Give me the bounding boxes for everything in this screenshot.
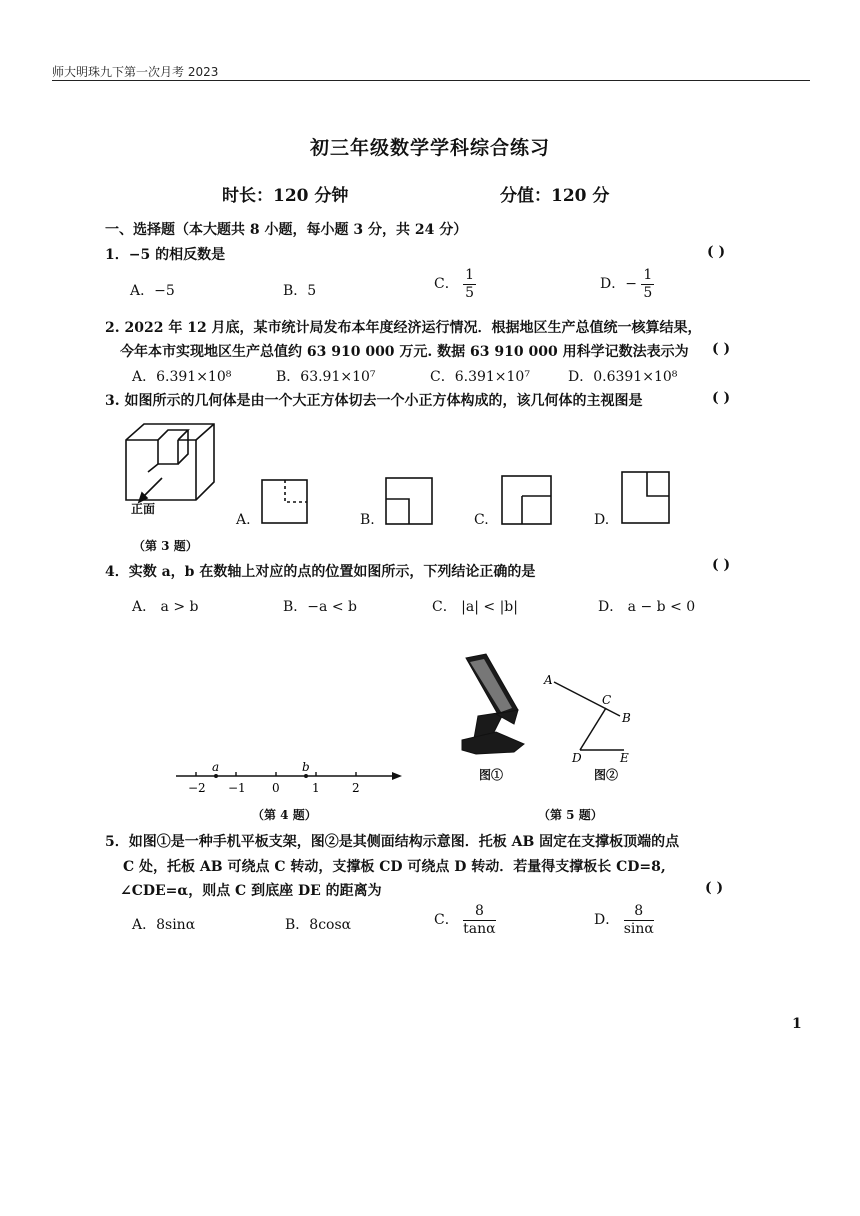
q1-stem: 1．−5 的相反数是 [105, 247, 226, 263]
q5-fig1-label: 图① [479, 768, 504, 782]
q5-point-C: C [602, 693, 612, 707]
q2-option-c: C．6.391×10⁷ [430, 369, 530, 385]
q3-option-b-figure [384, 476, 434, 526]
q5-d-denominator: sinα [623, 920, 654, 937]
page-header: 师大明珠九下第一次月考 2023 [52, 65, 219, 79]
q1-option-c [434, 268, 476, 300]
q1-answer-paren: ( ) [707, 244, 726, 260]
q5-stem-line3: ∠CDE=α，则点 C 到底座 DE 的距离为 [120, 883, 382, 899]
q5-c-denominator: tanα [463, 920, 496, 937]
q1-option-a: A．−5 [130, 283, 175, 299]
q5-point-D: D [572, 751, 582, 765]
q3-option-a-figure [260, 478, 310, 526]
q4-option-b: B．−a < b [283, 599, 357, 615]
q3-answer-paren: ( ) [712, 390, 731, 406]
q1-option-c-label: C． [434, 276, 459, 293]
q4-number-line [170, 758, 410, 800]
q3-option-a: A. [236, 512, 251, 528]
q2-option-d: D．0.6391×10⁸ [568, 369, 678, 385]
q5-option-d-label: D． [594, 912, 620, 929]
score-label: 分值：120 分 [500, 186, 610, 206]
page-number: 1 [792, 1016, 802, 1032]
q5-point-B: B [622, 711, 631, 725]
q4-point-b [304, 774, 308, 778]
q5-stem-line2: C 处，托板 AB 可绕点 C 转动，支撑板 CD 可绕点 D 转动．若量得支撑板长 CD=8, [123, 859, 666, 875]
q1-d-numerator: 1 [643, 267, 653, 283]
page-title: 初三年级数学学科综合练习 [309, 137, 550, 159]
q3-option-b: B. [360, 512, 375, 528]
q3-front-label: 正面 [131, 502, 156, 516]
q2-stem-line2: 今年本市实现地区生产总值约 63 910 000 万元. 数据 63 910 000 用科学记数法表示为 [120, 344, 689, 360]
q4-tick-neg1: −1 [228, 781, 246, 795]
q5-option-b: B．8cosα [285, 917, 352, 933]
q3-caption: （第 3 题） [133, 539, 198, 553]
q4-point-a [214, 774, 218, 778]
q1-c-denominator: 5 [465, 284, 475, 301]
q2-option-b: B．63.91×10⁷ [276, 369, 376, 385]
q1-c-numerator: 1 [465, 267, 475, 283]
q5-option-c-label: C． [434, 912, 459, 929]
q4-option-c: C． |a| < |b| [432, 599, 518, 615]
section-heading: 一、选择题（本大题共 8 小题，每小题 3 分，共 24 分） [105, 222, 468, 238]
q5-option-a: A．8sinα [132, 917, 196, 933]
q1-option-d-label: D．− [600, 276, 637, 293]
q1-d-denominator: 5 [643, 284, 653, 301]
q2-answer-paren: ( ) [712, 341, 731, 357]
q5-point-E: E [620, 751, 629, 765]
q5-phone-stand-figure [456, 652, 536, 764]
header-divider [52, 80, 810, 81]
duration-label: 时长：120 分钟 [222, 186, 349, 206]
q4-tick-1: 1 [312, 781, 320, 795]
q5-option-c [434, 904, 496, 936]
q5-answer-paren: ( ) [705, 880, 724, 896]
q1-option-b: B．5 [283, 283, 317, 299]
q4-caption: （第 4 题） [252, 808, 317, 822]
q3-option-c: C. [474, 512, 489, 528]
q4-label-a: a [212, 760, 220, 774]
q5-caption: （第 5 题） [538, 808, 603, 822]
q5-stem-line1: 5．如图①是一种手机平板支架，图②是其侧面结构示意图．托板 AB 固定在支撑板顶端的点 [105, 834, 680, 850]
q2-option-a: A．6.391×10⁸ [132, 369, 232, 385]
q4-tick-2: 2 [352, 781, 360, 795]
q4-tick-0: 0 [272, 781, 280, 795]
q4-option-d: D． a − b < 0 [598, 599, 696, 615]
q5-d-numerator: 8 [624, 904, 654, 921]
q5-fig2-label: 图② [594, 768, 619, 782]
q2-stem-line1: 2. 2022 年 12 月底，某市统计局发布本年度经济运行情况．根据地区生产总值统一核算结果， [105, 320, 702, 336]
q4-option-a: A． a > b [132, 599, 199, 615]
q3-option-c-figure [500, 474, 554, 526]
q5-structure-figure [540, 668, 640, 766]
q4-tick-neg2: −2 [188, 781, 206, 795]
q4-answer-paren: ( ) [712, 557, 731, 573]
q3-option-d-figure [620, 470, 672, 526]
q3-stem: 3. 如图所示的几何体是由一个大正方体切去一个小正方体构成的，该几何体的主视图是 [105, 393, 643, 409]
q3-option-d: D. [594, 512, 610, 528]
q4-label-b: b [302, 760, 310, 774]
q5-option-d [594, 904, 654, 936]
q4-stem: 4．实数 a，b 在数轴上对应的点的位置如图所示，下列结论正确的是 [105, 564, 536, 580]
q1-option-d [600, 268, 654, 300]
q5-c-numerator: 8 [463, 904, 495, 921]
q5-point-A: A [544, 673, 553, 687]
